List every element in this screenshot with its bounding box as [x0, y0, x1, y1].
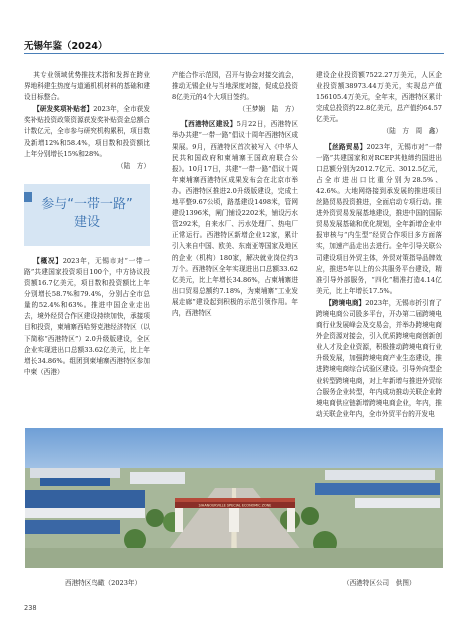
- byline: （陆 方）: [117, 161, 150, 170]
- section-heading: 【丝路贸易】: [325, 142, 367, 151]
- feature-title: [24, 196, 150, 232]
- factory-roof: [315, 483, 440, 495]
- header-title: 无锡年鉴（2024）: [24, 41, 108, 52]
- gate-pillar: [287, 508, 295, 532]
- factory-roof: [130, 472, 185, 484]
- section-heading: 【跨境电商】: [325, 298, 366, 307]
- photo-caption: 西港特区鸟瞰（2023年）: [65, 579, 142, 587]
- header-rule: [24, 53, 444, 54]
- factory-roof: [355, 498, 440, 508]
- paragraph: 其专业领域优势推技术指和发挥在跨业界地科建生热度与道通机机材料的基础和建设目标整合。: [24, 71, 150, 102]
- factory-roof: [40, 478, 110, 486]
- byline: （陆 方 周 鑫）: [382, 127, 442, 136]
- feature-title-box: [24, 184, 150, 246]
- paragraph-text: 2023年，全市获发奖补贴投资政策资源获发奖补贴资金总额合计数亿元，全市参与研究机构累积，项目数及新增12%和58.4%，项目数和投资额比上年分别增长15%和28%。: [24, 105, 151, 158]
- byline: （王梦娴 陆 方）: [238, 105, 298, 114]
- gate-pillar: [175, 508, 183, 532]
- paragraph: [316, 298, 442, 420]
- page-number: 238: [24, 604, 37, 612]
- warehouse-wall: [25, 508, 145, 518]
- paragraph: [24, 256, 150, 378]
- gate-pillar: [229, 508, 239, 532]
- aerial-photo-illustration: [25, 428, 443, 568]
- factory-roof: [30, 468, 120, 478]
- paragraph: [316, 142, 442, 297]
- warehouse-roof: [25, 520, 120, 534]
- aerial-photo: [25, 428, 443, 568]
- column-3: [316, 70, 442, 421]
- paragraph-text: 5月22日，西港特区举办共建“一带一路”倡议十周年西港特区成果展。9月，西港特区首次被写入《中华人民共和国政府和柬埔寨王国政府联合公报》。10月17日，共建“一带一路”倡议十周年柬埔寨西港特区成果发布会在北京市举办。西港特区推进2.0升级版建设，完成土地平整9.67公顷，路基建设1498米，管网建设1396米，闸门铺设2202米，铺设污水管292米，自来水厂、污水处理厂、热电厂正常运行。西港特区新增企业12家，累计引入来自中国、欧美、东南亚等国家及地区的企业（机构）180家，解决就业岗位约3万个。西港特区全年实现进出口总额33.62亿美元，比上年增长34.86%，占柬埔寨进出口贸易总额约7.18%，为柬埔寨“工业发展走廊”建设起到积极的示范引领作用。年内，西港特区: [172, 120, 298, 317]
- paragraph-text: 2023年，无锡市对“一带一路”共建国家投资项目100个，中方协议投资额16.7亿美元，项目数和投资额比上年分别增长58.7%和79.4%，分别占全市总量的52.4%和63%。推进中国企业走出去，境外经贸合作区建设持续加快，承接项目和投资，柬埔寨西哈努克港经济特区（以下简称“西港特区”）2.0升级版建设，全区企业实现进出口总额33.62亿美元，比上年增长34.86%。组团到柬埔寨西港特区参加中柬（西港）: [24, 256, 151, 376]
- paragraph: 产能合作示范园，召开与协会对接交流会，推动无锡企业与当地深度对接，促成总投资8亿美元的4个大项目签约。: [172, 71, 298, 102]
- column-1: [24, 70, 150, 379]
- feature-title-text: 参与“一带一路” 建设: [41, 196, 133, 230]
- gate-sign: SIHANOUKVILLE SPECIAL ECONOMIC ZONE: [198, 503, 272, 508]
- section-heading: 【研发奖项补贴者】: [33, 105, 94, 114]
- paragraph: [172, 119, 298, 319]
- paragraph: [24, 104, 150, 159]
- paragraph-text: 2023年，无锡市对“一带一路”共建国家和对RCEP其他缔约国进出口总额分别为2012.7亿元、3012.5亿元，占全市进出口比重分别为28.5%、42.6%。大地网络接到承发展的推进项目丝路贸易投资推进，全面启动专项行动。推进外资贸易发展基地建设，推进中国的国际贸易发展基础和优化规划，全年新增企业申报审核与“内生型”经贸合作项目多方面落实，加速产品走出去进行。全年引导关联公司建设项目外贸主体，外贸对策指导品牌效应，推进5年以上的公共服务平台建设，精准引导外部服务，“四化”精准打造4.14亿美元，比上年增长17.5%。: [316, 142, 442, 295]
- paragraph: 建设企业投资额7522.27万美元，人区企业投资额38973.44万美元，实现总产值156105.4万美元，全年末，西港特区累计完成总投资约22.8亿美元，总产值约64.57亿美元。: [316, 71, 442, 124]
- paragraph-text: 2023年，无锡市折引育了跨境电商公司股多平台，开办第二届跨境电商行业发展峰会及交易会，并举办跨境电商外企资源对接会，引入优质跨境电商创新创业人才及企业资源，积极推动跨境电商行业升级发展，加强跨境电商产业生态建设，推进跨境电商综合试验区建设。引导外向型企业转型跨境电商，对上年新增与推进外贸综合服务企业转型，年内成功推动关联企业跨境电商供应链新增跨境电商企业，年内，推动关联企业年内，全市外贸平台的开发电: [316, 298, 443, 418]
- column-2: [172, 70, 298, 320]
- warehouse-roof: [25, 490, 145, 508]
- factory-roof: [325, 470, 435, 480]
- photo-credit: （西港特区公司 供图）: [343, 579, 416, 587]
- section-heading: 【概况】: [33, 256, 63, 265]
- section-heading: 【西港特区建设】: [181, 120, 237, 129]
